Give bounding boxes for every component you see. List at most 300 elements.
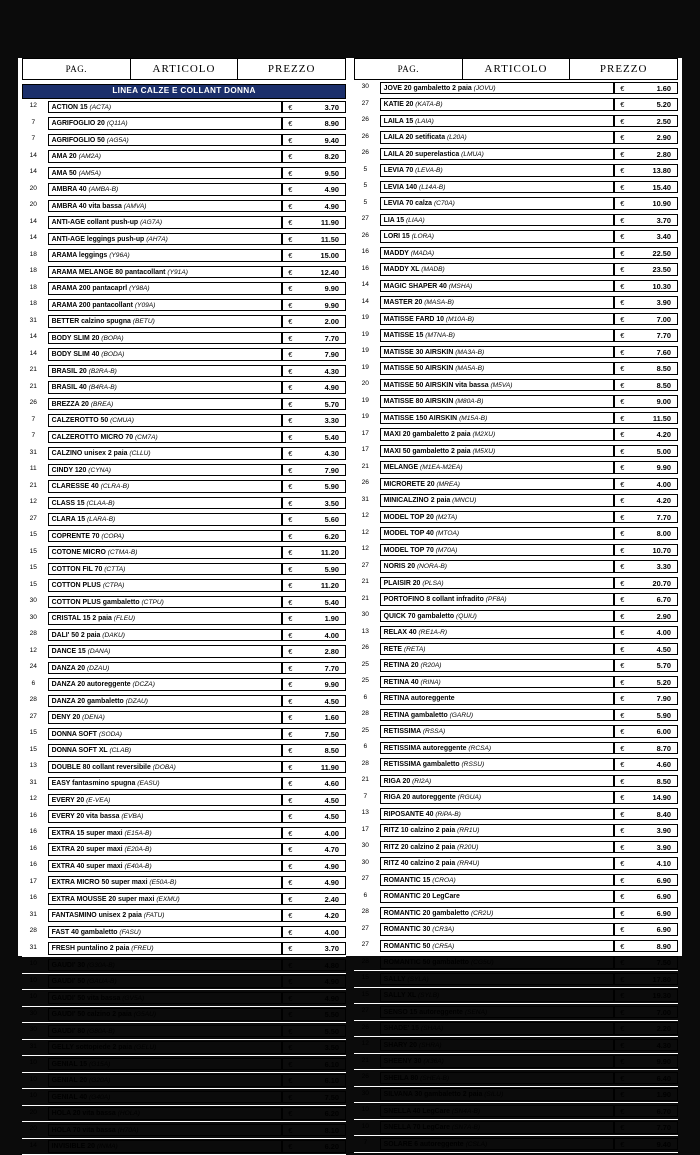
- row-price-cell: [614, 294, 678, 311]
- row-article-cell: [377, 360, 615, 377]
- row-article-box: [380, 362, 615, 375]
- row-article-cell: [45, 676, 283, 693]
- row-article-box: [380, 164, 615, 177]
- row-price-value: 15.00: [320, 251, 339, 260]
- currency-symbol: €: [288, 1059, 293, 1069]
- table-row: [22, 792, 346, 809]
- table-row: [354, 641, 678, 658]
- row-price-box: [614, 577, 678, 590]
- row-price-box: [282, 629, 346, 642]
- currency-symbol: €: [620, 133, 625, 142]
- row-article-cell: [377, 855, 615, 872]
- row-page-number: 26: [354, 476, 377, 493]
- row-price-cell: [282, 742, 346, 759]
- currency-symbol: €: [288, 267, 293, 277]
- currency-symbol: €: [288, 647, 293, 656]
- table-row: [354, 756, 678, 773]
- row-article-code: (AG7A): [140, 219, 163, 226]
- row-article-cell: [377, 921, 615, 938]
- row-article-code: (DZAU): [86, 664, 110, 672]
- row-price-box: [614, 445, 678, 458]
- row-article-box: [48, 645, 283, 658]
- row-page-number: 28: [22, 627, 45, 644]
- row-article-box: [380, 692, 615, 705]
- row-article-cell: [45, 627, 283, 644]
- row-article-cell: [377, 707, 615, 724]
- row-article-name: DANZA 20: [51, 664, 86, 672]
- row-price-box: [282, 662, 346, 675]
- row-article-code: (INMA): [96, 1143, 118, 1150]
- row-article-code: (E20A-B): [124, 846, 152, 853]
- row-price-box: [282, 282, 346, 295]
- currency-symbol: €: [620, 397, 625, 406]
- row-price-value: 4.90: [324, 861, 339, 871]
- row-page-number: 20: [22, 1122, 45, 1139]
- row-article-code: (CMUA): [110, 417, 134, 424]
- table-row: [354, 1037, 678, 1054]
- row-article-box: [380, 923, 615, 936]
- row-price-value: 6.90: [656, 925, 671, 934]
- row-article-box: [380, 577, 615, 590]
- row-article-box: [48, 398, 283, 411]
- row-page-number: 31: [22, 940, 45, 957]
- row-price-box: [614, 329, 678, 342]
- currency-symbol: €: [288, 185, 293, 194]
- row-article-name: CALZEROTTO 50: [51, 417, 109, 424]
- row-price-box: [282, 315, 346, 328]
- row-article-name: BRASIL 20: [51, 367, 87, 375]
- row-article-name: ROMANTIC 20 LegCare: [383, 893, 460, 900]
- row-price-cell: [282, 792, 346, 809]
- row-price-value: 6.70: [656, 595, 671, 604]
- currency-symbol: €: [288, 218, 293, 227]
- row-page-number: 21: [354, 1053, 377, 1070]
- row-article-cell: [377, 294, 615, 311]
- row-price-cell: [614, 806, 678, 823]
- table-row: [354, 954, 678, 971]
- row-article-code: (M10A-B): [445, 315, 475, 323]
- table-row: [22, 396, 346, 413]
- row-article-name: GAUDI' 50 vita bassa: [51, 994, 121, 1002]
- row-article-code: (SYLB): [417, 992, 440, 999]
- row-page-number: 26: [354, 228, 377, 245]
- table-row: [22, 445, 346, 462]
- row-article-cell: [377, 1053, 615, 1070]
- row-price-value: 4.90: [324, 878, 339, 887]
- row-price-cell: [282, 1089, 346, 1106]
- row-price-box: [282, 612, 346, 625]
- row-price-cell: [614, 245, 678, 262]
- row-article-box: [48, 546, 283, 559]
- row-article-cell: [377, 740, 615, 757]
- currency-symbol: €: [620, 842, 625, 852]
- table-row: [22, 742, 346, 759]
- row-article-cell: [377, 476, 615, 493]
- row-price-value: 9.90: [324, 300, 339, 310]
- row-price-box: [282, 596, 346, 609]
- row-article-cell: [377, 822, 615, 839]
- row-price-cell: [282, 808, 346, 825]
- table-row: [22, 775, 346, 792]
- row-price-box: [614, 1105, 678, 1118]
- row-article-name: ANTI-AGE leggings push-up: [51, 235, 145, 243]
- currency-symbol: €: [620, 1040, 625, 1050]
- table-row: [354, 888, 678, 905]
- currency-symbol: €: [620, 215, 625, 225]
- row-article-code: (CG5U): [470, 959, 494, 966]
- row-price-value: 9.90: [656, 1057, 671, 1066]
- row-price-value: 7.00: [656, 1007, 671, 1017]
- row-price-cell: [614, 1020, 678, 1037]
- row-price-value: 8.40: [656, 809, 671, 819]
- row-article-cell: [45, 643, 283, 660]
- row-price-cell: [614, 1086, 678, 1103]
- row-article-box: [48, 513, 283, 526]
- row-price-value: 5.70: [656, 661, 671, 670]
- row-price-cell: [614, 1119, 678, 1136]
- row-article-box: [380, 907, 615, 920]
- table-row: [22, 544, 346, 561]
- row-price-box: [282, 464, 346, 477]
- row-price-box: [614, 973, 678, 986]
- row-article-name: CLARA 15: [51, 516, 86, 523]
- row-page-number: 30: [22, 610, 45, 627]
- right-price-table: [354, 58, 678, 80]
- row-price-cell: [614, 888, 678, 905]
- row-article-code: (G80A-B): [86, 1027, 115, 1035]
- currency-symbol: €: [288, 630, 293, 640]
- row-price-box: [614, 247, 678, 260]
- row-price-box: [282, 299, 346, 312]
- row-article-name: EASY fantasmino spugna: [51, 780, 136, 787]
- row-page-number: 26: [354, 641, 377, 658]
- section-banner: LINEA CALZE E COLLANT DONNA: [23, 85, 346, 99]
- row-article-code: (MREA): [436, 480, 460, 488]
- row-page-number: 10: [22, 973, 45, 990]
- row-price-cell: [282, 148, 346, 165]
- row-price-box: [614, 742, 678, 755]
- row-page-number: 10: [22, 990, 45, 1007]
- row-article-name: COTONE MICRO: [51, 549, 106, 556]
- row-article-name: MADDY XL: [383, 266, 420, 273]
- row-article-name: MAXI 20 gambaletto 2 paia: [383, 431, 471, 438]
- row-article-code: (GAUA-B): [86, 978, 117, 985]
- row-price-box: [614, 1088, 678, 1101]
- row-price-box: [614, 725, 678, 738]
- currency-symbol: €: [620, 1024, 625, 1033]
- row-price-value: 8.50: [656, 776, 671, 786]
- row-page-number: 12: [354, 509, 377, 526]
- row-page-number: 10: [22, 1072, 45, 1089]
- row-article-cell: [45, 957, 283, 974]
- table-row: [354, 459, 678, 476]
- row-article-code: (M2XU): [472, 431, 496, 438]
- currency-symbol: €: [288, 762, 293, 772]
- row-price-value: 15.40: [652, 182, 671, 192]
- row-article-name: BODY SLIM 40: [51, 351, 100, 358]
- row-price-value: 2.40: [324, 894, 339, 904]
- row-article-name: BODY SLIM 20: [51, 334, 100, 342]
- row-article-cell: [377, 954, 615, 971]
- row-price-cell: [614, 179, 678, 196]
- currency-symbol: €: [288, 333, 293, 343]
- row-page-number: 21: [354, 773, 377, 790]
- row-article-code: (GV5A): [122, 994, 145, 1002]
- row-price-box: [282, 728, 346, 741]
- currency-symbol: €: [620, 958, 625, 967]
- row-article-cell: [45, 1072, 283, 1089]
- row-article-code: (RGUA): [457, 794, 482, 801]
- table-row: [22, 247, 346, 264]
- row-price-cell: [614, 789, 678, 806]
- row-price-box: [282, 827, 346, 840]
- currency-symbol: €: [288, 680, 293, 689]
- row-article-code: (EVBA): [121, 813, 144, 820]
- table-row: [22, 478, 346, 495]
- row-article-box: [48, 612, 283, 625]
- row-price-cell: [614, 657, 678, 674]
- currency-symbol: €: [288, 1142, 293, 1151]
- row-price-cell: [614, 855, 678, 872]
- table-row: [22, 1138, 346, 1155]
- row-article-cell: [377, 443, 615, 460]
- currency-symbol: €: [620, 776, 625, 786]
- row-article-name: RETISSIMA: [383, 728, 421, 735]
- currency-symbol: €: [288, 366, 293, 376]
- row-article-code: (CR3A): [432, 926, 455, 933]
- row-price-cell: [282, 363, 346, 380]
- row-page-number: 14: [22, 148, 45, 165]
- row-price-box: [282, 1025, 346, 1038]
- row-article-code: (LMUA): [461, 150, 484, 158]
- row-price-box: [614, 709, 678, 722]
- row-price-cell: [614, 971, 678, 988]
- row-article-code: (G40A): [89, 1093, 111, 1101]
- row-page-number: 17: [354, 426, 377, 443]
- row-article-code: (SN7A-B): [451, 1124, 481, 1131]
- row-price-value: 5.40: [324, 597, 339, 607]
- table-row: [354, 987, 678, 1004]
- table-row: [354, 971, 678, 988]
- row-page-number: 17: [22, 874, 45, 891]
- table-row: [22, 627, 346, 644]
- currency-symbol: €: [620, 1139, 625, 1149]
- row-article-cell: [45, 759, 283, 776]
- row-article-box: [380, 412, 615, 425]
- table-row: [354, 1086, 678, 1103]
- row-price-box: [614, 1055, 678, 1068]
- row-price-cell: [282, 247, 346, 264]
- row-price-value: 7.60: [656, 347, 671, 357]
- currency-symbol: €: [620, 545, 625, 555]
- table-row: [22, 990, 346, 1007]
- row-price-cell: [282, 165, 346, 182]
- table-row: [354, 1136, 678, 1153]
- row-article-name: EVERY 20: [51, 796, 85, 804]
- row-price-cell: [614, 558, 678, 575]
- row-article-name: DOUBLE 80 collant reversibile: [51, 763, 151, 771]
- row-price-value: 1.90: [324, 614, 339, 623]
- row-price-box: [614, 1121, 678, 1134]
- table-row: [22, 495, 346, 512]
- row-price-cell: [614, 542, 678, 559]
- row-price-box: [614, 511, 678, 524]
- row-price-value: 3.90: [656, 298, 671, 307]
- table-row: [22, 957, 346, 974]
- row-price-cell: [282, 214, 346, 231]
- row-article-box: [380, 808, 615, 821]
- table-row: [354, 624, 678, 641]
- row-article-name: RIGA 20: [383, 777, 411, 785]
- currency-symbol: €: [620, 496, 625, 505]
- row-article-cell: [45, 792, 283, 809]
- row-article-code: (DCZA): [132, 681, 155, 688]
- row-price-value: 4.20: [656, 430, 671, 439]
- row-article-cell: [45, 775, 283, 792]
- row-article-code: (LARA-B): [86, 516, 116, 523]
- row-page-number: 13: [22, 759, 45, 776]
- row-article-code: (X36A): [423, 1058, 444, 1065]
- row-price-cell: [282, 511, 346, 528]
- row-article-code: (BODA): [101, 351, 125, 358]
- currency-symbol: €: [620, 1106, 625, 1116]
- row-article-code: (AM5A): [78, 169, 101, 177]
- row-article-code: (CLAB): [109, 747, 132, 754]
- currency-symbol: €: [288, 201, 293, 211]
- row-price-box: [614, 791, 678, 804]
- row-article-cell: [45, 709, 283, 726]
- row-article-code: (G15A): [89, 1060, 111, 1068]
- row-price-cell: [614, 707, 678, 724]
- row-article-cell: [377, 278, 615, 295]
- row-article-name: BREZZA 20: [51, 400, 89, 408]
- row-page-number: 5: [354, 195, 377, 212]
- row-price-cell: [614, 228, 678, 245]
- row-article-box: [380, 82, 615, 95]
- row-article-code: (RETA): [403, 645, 426, 653]
- table-row: [354, 938, 678, 955]
- row-price-value: 4.90: [324, 993, 339, 1003]
- row-page-number: 27: [354, 938, 377, 955]
- row-article-box: [48, 579, 283, 592]
- row-price-value: 7.70: [656, 331, 671, 340]
- row-article-cell: [45, 495, 283, 512]
- row-price-value: 2.90: [656, 611, 671, 621]
- currency-symbol: €: [620, 430, 625, 439]
- row-article-code: (RiPA-B): [435, 810, 461, 818]
- row-price-box: [282, 447, 346, 460]
- row-article-cell: [45, 181, 283, 198]
- currency-symbol: €: [620, 331, 625, 340]
- table-row: [22, 874, 346, 891]
- table-row: [354, 921, 678, 938]
- row-price-box: [282, 1124, 346, 1137]
- row-article-code: (FATU): [143, 912, 165, 919]
- row-article-cell: [377, 179, 615, 196]
- table-row: [354, 96, 678, 113]
- currency-symbol: €: [288, 779, 293, 788]
- row-article-name: MATISSE 150 AIRSKIN: [383, 414, 458, 422]
- left-rows: [22, 99, 346, 1155]
- row-page-number: 26: [354, 1070, 377, 1087]
- currency-symbol: €: [620, 562, 625, 571]
- row-article-box: [48, 1025, 283, 1038]
- row-article-name: SHARY 20: [383, 1041, 417, 1049]
- row-price-box: [282, 200, 346, 213]
- row-price-box: [614, 593, 678, 606]
- currency-symbol: €: [288, 911, 293, 920]
- row-article-box: [380, 181, 615, 194]
- row-price-cell: [614, 1053, 678, 1070]
- row-price-value: 2.00: [324, 317, 339, 326]
- currency-symbol: €: [620, 991, 625, 1000]
- row-article-cell: [377, 723, 615, 740]
- row-page-number: 5: [354, 162, 377, 179]
- table-row: [22, 528, 346, 545]
- row-article-box: [380, 973, 615, 986]
- row-price-cell: [282, 957, 346, 974]
- row-article-cell: [377, 1020, 615, 1037]
- row-price-cell: [614, 96, 678, 113]
- row-page-number: 27: [22, 511, 45, 528]
- currency-symbol: €: [620, 661, 625, 670]
- row-page-number: 21: [354, 575, 377, 592]
- table-row: [22, 940, 346, 957]
- row-article-cell: [377, 525, 615, 542]
- row-article-name: SALLY XL: [383, 992, 417, 999]
- row-article-box: [48, 678, 283, 691]
- table-row: [22, 379, 346, 396]
- row-price-value: 5.50: [324, 1010, 339, 1019]
- row-price-value: 8.90: [656, 941, 671, 951]
- row-article-code: (CTTA): [104, 565, 126, 573]
- row-price-cell: [282, 841, 346, 858]
- currency-symbol: €: [288, 251, 293, 260]
- row-article-cell: [377, 624, 615, 641]
- row-article-box: [48, 464, 283, 477]
- row-article-box: [48, 117, 283, 130]
- row-article-box: [380, 560, 615, 573]
- row-article-cell: [45, 726, 283, 743]
- row-article-box: [380, 626, 615, 639]
- row-price-value: 4.60: [656, 760, 671, 769]
- row-article-code: (H70A): [117, 1126, 139, 1134]
- row-article-cell: [377, 806, 615, 823]
- row-article-name: CINDY 120: [51, 466, 87, 474]
- currency-symbol: €: [620, 908, 625, 918]
- row-price-value: 4.50: [324, 812, 339, 821]
- row-article-code: (LIAA): [405, 216, 425, 224]
- currency-symbol: €: [288, 795, 293, 805]
- row-article-name: AMBRA 40 vita bassa: [51, 202, 122, 210]
- row-price-box: [282, 266, 346, 279]
- row-article-cell: [377, 542, 615, 559]
- row-price-value: 5.20: [656, 100, 671, 109]
- row-article-name: MINICALZINO 2 paia: [383, 497, 451, 504]
- currency-symbol: €: [288, 927, 293, 937]
- row-price-cell: [614, 476, 678, 493]
- row-article-box: [380, 247, 615, 260]
- row-article-name: EVERY 20 vita bassa: [51, 813, 120, 820]
- row-article-code: (ACTA): [89, 103, 112, 111]
- row-article-box: [380, 1105, 615, 1118]
- table-row: [22, 1089, 346, 1106]
- row-article-name: SILVANA 30 gambaletto 2 paia: [383, 1091, 483, 1098]
- row-article-name: EXTRA 20 super maxi: [51, 846, 123, 853]
- row-article-code: (SHRA): [418, 1041, 442, 1049]
- row-article-name: EXTRA 15 super maxi: [51, 829, 123, 837]
- table-row: [354, 591, 678, 608]
